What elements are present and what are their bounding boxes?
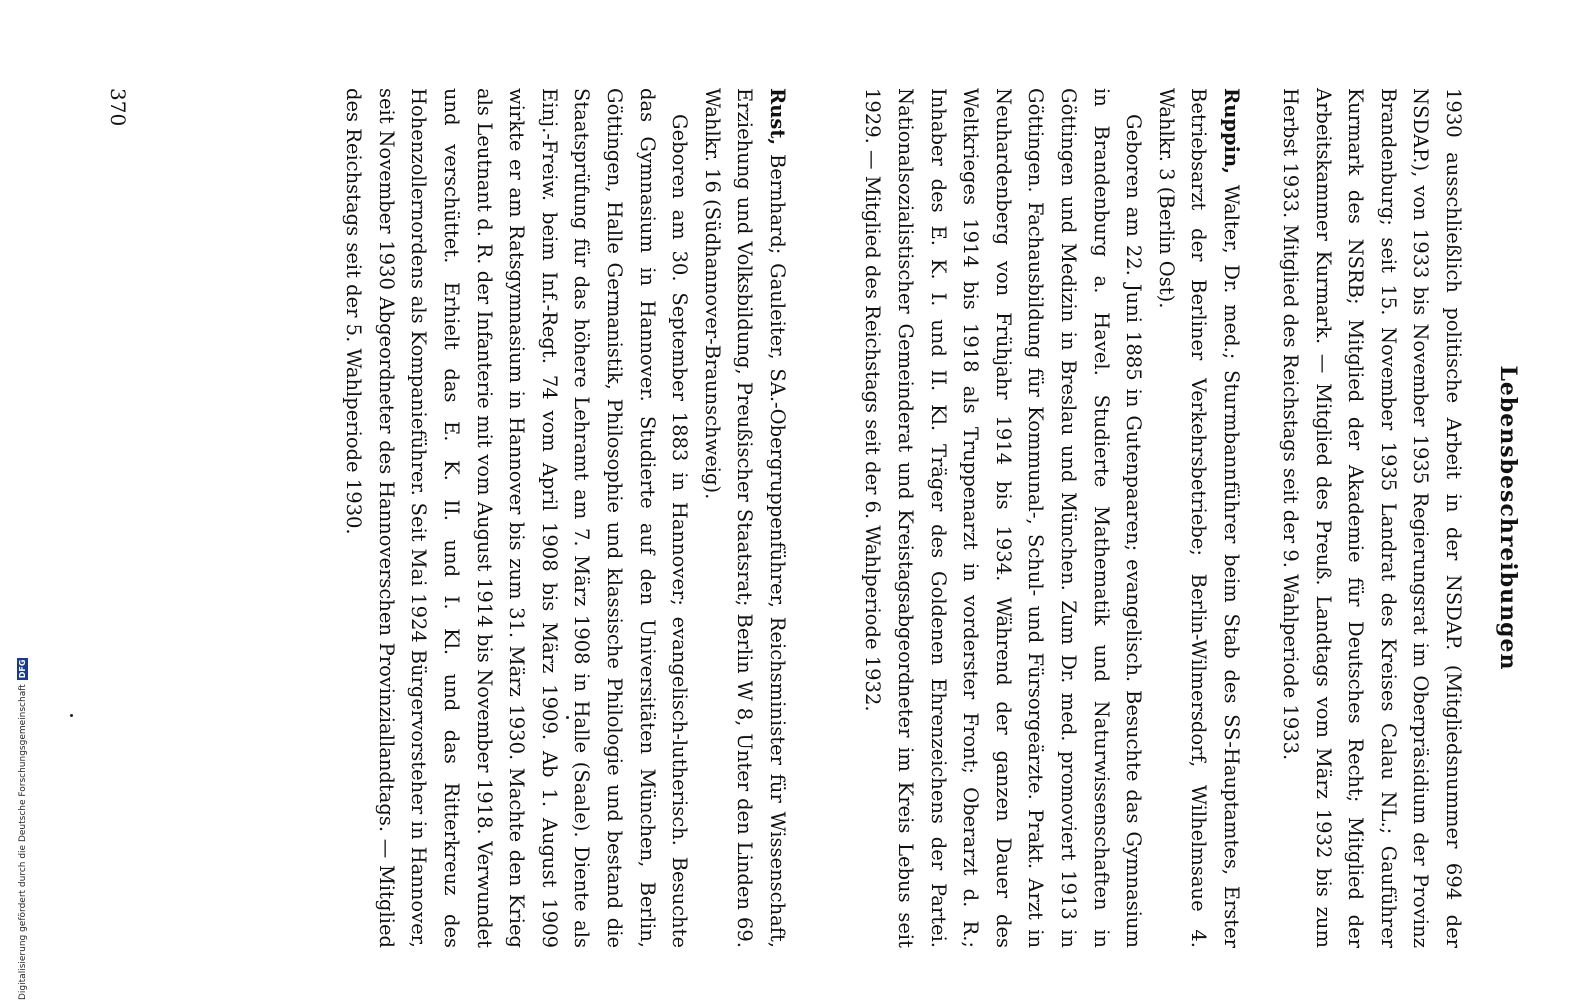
entry-header-details: Bernhard; Gauleiter, SA.-Obergruppenführer, Reichsminister für Wissenschaft, Erziehung und Volksbildung, Preußischer Staatsrat; Berlin W 8, Unter den Linden 69. Wahlkr. 16 (Südhannover-Braunschweig). (700, 88, 789, 949)
entry-text: 1930 ausschließlich politische Arbeit in der NSDAP. (Mitgliedsnummer 694 der NSDAP.), von 1933 bis November 1935 Regierungsrat im Oberpräsidium der Provinz Brandenburg; seit 15. November 1935 Landrat des Kreises Calau NL.; Gauführer Kurmark des NSRB; Mitglied der Akademie für Deutsches Recht; Mitglied der Arbeitskammer Kurmark. — Mitglied des Preuß. Landtags vom März 1932 bis zum Herbst 1933. Mitglied des Reichstags seit der 9. Wahlperiode 1933. (1279, 88, 1465, 948)
entry-continuation (1273, 88, 1469, 948)
digitization-credit (17, 600, 29, 1000)
credit-text: Digitalisierung gefördert durch die Deutsche Forschungsgemeinschaft (18, 684, 28, 1000)
entry-biography: Geboren am 22. Juni 1885 in Gutenpaaren; evangelisch. Besuchte das Gymnasium in Brandenburg a. Havel. Studierte Mathematik und Naturwissenschaften in Göttingen und Medizin in Breslau und München. Zum Dr. med. promoviert 1913 in Göttingen. Fachausbildung für Kommunal-, Schul- und Fürsorgeärzte. Prakt. Arzt in Neuhardenberg von Frühjahr 1914 bis 1934. Während der ganzen Dauer des Weltkrieges 1914 bis 1918 als Truppenarzt in vorderster Front; Oberarzt d. R.; Inhaber des E. K. I. und II. Kl. Träger des Goldenen Ehrenzeichens der Partei. Nationalsozialistischer Gemeinderat und Kreistagsabgeordneter im Kreis Lebus seit 1929. — Mitglied des Reichstags seit der 6. Wahlperiode 1932. (861, 88, 1146, 948)
running-head: Lebensbeschreibungen (1495, 365, 1521, 671)
entry-name: Rust, (766, 88, 789, 146)
entry-header (1149, 88, 1247, 948)
entry-header (695, 88, 793, 948)
rotated-page-content (55, 88, 1525, 948)
page-number: 370 (106, 88, 130, 127)
entry-header-details: Walter, Dr. med.; Sturmbannführer beim Stab des SS-Hauptamtes, Erster Betriebsarzt der Berliner Verkehrsbetriebe; Berlin-Wilmersdorf, Wilhelmsaue 4. Wahlkr. 3 (Berlin Ost). (1154, 88, 1243, 948)
dfg-logo: DFG (18, 659, 27, 679)
entry-ruppin (856, 88, 1247, 948)
entry-rust (337, 88, 793, 948)
entry-name: Ruppin, (1220, 88, 1243, 175)
scan-speck (566, 716, 569, 719)
entry-biography: Geboren am 30. September 1883 in Hannover; evangelisch-lutherisch. Besuchte das Gymnasium in Hannover. Studierte auf den Universitäten München, Berlin, Göttingen, Halle Germanistik, Philosophie und klassische Philologie und bestand die Staatsprüfung für das höhere Lehramt am 7. März 1908 in Halle (Saale). Diente als Einj.-Freiw. beim Inf.-Regt. 74 vom April 1908 bis März 1909. Ab 1. August 1909 wirkte er am Ratsgymnasium in Hannover bis zum 31. März 1930. Machte den Krieg als Leutnant d. R. der Infanterie mit vom August 1914 bis November 1918. Verwundet und verschüttet. Erhielt das E. K. II. und I. Kl. und das Ritterkreuz des Hohenzollernordens als Kompanieführer. Seit Mai 1924 Bürgervorsteher in Hannover, seit November 1930 Abgeordneter des Hannoverschen Provinziallandtags. — Mitglied des Reichstags seit der 5. Wahlperiode 1930. (342, 88, 692, 948)
scan-speck (70, 714, 73, 717)
